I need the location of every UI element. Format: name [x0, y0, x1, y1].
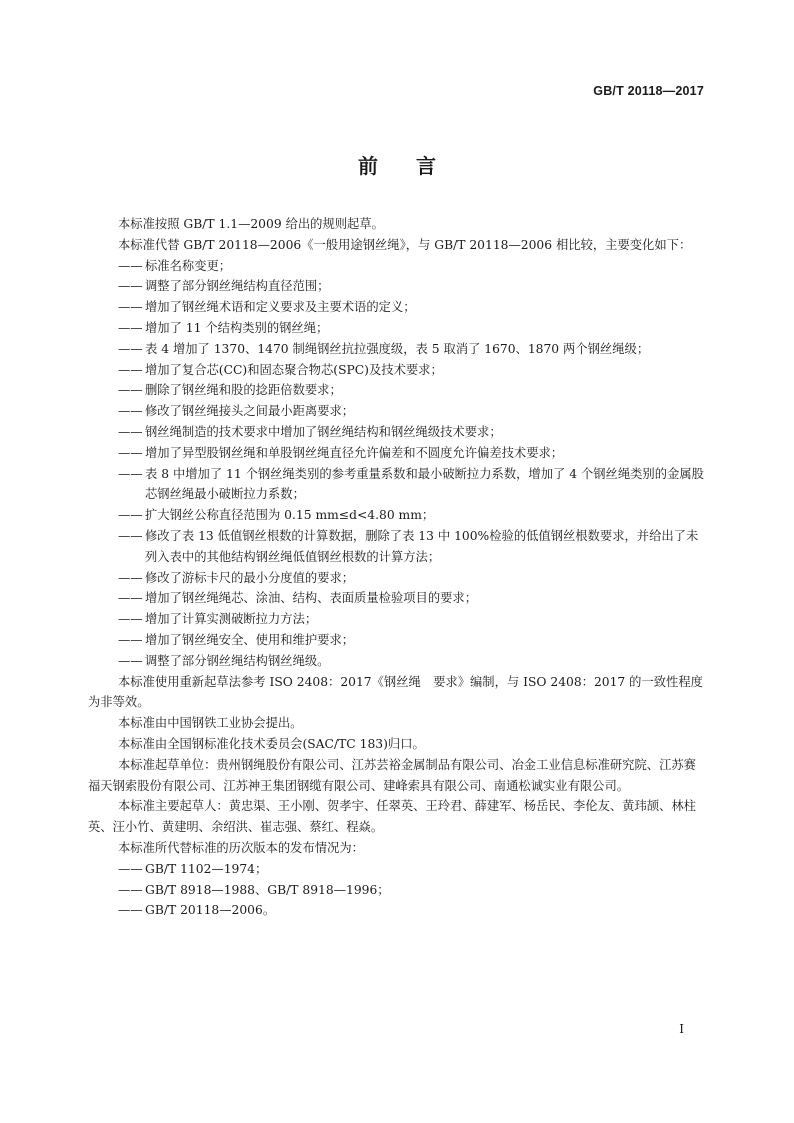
- change-item: [118, 630, 706, 651]
- dash-marker: ——: [118, 903, 143, 918]
- paragraph: 本标准所代替标准的历次版本的发布情况为：: [118, 840, 364, 855]
- change-item-text: 增加了 11 个结构类别的钢丝绳；: [145, 320, 329, 335]
- document-body: [88, 214, 706, 921]
- change-item-text: 标准名称变更；: [145, 258, 232, 273]
- changes-list: [118, 256, 706, 672]
- change-item-text: 增加了复合芯(CC)和固态聚合物芯(SPC)及技术要求；: [145, 362, 443, 377]
- change-item: [118, 360, 706, 381]
- history-item: [118, 900, 706, 921]
- history-list: [118, 859, 706, 921]
- paragraph: 本标准由中国钢铁工业协会提出。: [118, 716, 303, 731]
- dash-marker: ——: [118, 508, 143, 523]
- change-item-text: 删除了钢丝绳和股的捻距倍数要求；: [145, 383, 342, 398]
- change-item: [118, 318, 706, 339]
- dash-marker: ——: [118, 445, 143, 460]
- paragraph: 本标准按照 GB/T 1.1—2009 给出的规则起草。: [118, 217, 384, 231]
- dash-marker: ——: [118, 320, 143, 335]
- page-number: I: [679, 1022, 684, 1036]
- change-item: [118, 297, 706, 318]
- change-item: [118, 380, 706, 401]
- dash-marker: ——: [118, 341, 143, 356]
- change-item-text: 修改了钢丝绳接头之间最小距离要求；: [145, 404, 355, 419]
- history-item: [118, 859, 706, 880]
- dash-marker: ——: [118, 424, 143, 439]
- change-item: [118, 588, 706, 609]
- dash-marker: ——: [118, 882, 143, 897]
- history-item-text: GB/T 1102—1974；: [145, 861, 268, 876]
- history-item-text: GB/T 8918—1988、GB/T 8918—1996；: [145, 882, 390, 897]
- paragraph: 本标准使用重新起草法参考 ISO 2408：2017《钢丝绳 要求》编制，与 ISO 2408：2017 的一致性程度为非等效。: [88, 674, 703, 710]
- change-item: [118, 568, 706, 589]
- dash-marker: ——: [118, 279, 143, 294]
- paragraph: 本标准由全国钢标准化技术委员会(SAC/TC 183)归口。: [118, 736, 425, 751]
- standard-code: GB/T 20118—2017: [593, 84, 704, 98]
- change-item: [118, 651, 706, 672]
- page-title: 前言: [358, 154, 474, 178]
- change-item-text: 钢丝绳制造的技术要求中增加了钢丝绳结构和钢丝绳级技术要求；: [145, 424, 502, 439]
- dash-marker: ——: [118, 258, 143, 273]
- change-item-text: 增加了计算实测破断拉力方法；: [145, 612, 318, 627]
- change-item: [118, 609, 706, 630]
- dash-marker: ——: [118, 632, 143, 647]
- change-item-text: 调整了部分钢丝绳结构钢丝绳级。: [145, 653, 330, 668]
- dash-marker: ——: [118, 466, 143, 481]
- dash-marker: ——: [118, 528, 143, 543]
- change-item: [118, 505, 706, 526]
- change-item: [118, 401, 706, 422]
- change-item: [118, 464, 706, 506]
- change-item-text: 增加了钢丝绳术语和定义要求及主要术语的定义；: [145, 300, 416, 315]
- dash-marker: ——: [118, 861, 143, 876]
- dash-marker: ——: [118, 570, 143, 585]
- dash-marker: ——: [118, 383, 143, 398]
- paragraph: 本标准主要起草人：黄忠渠、王小刚、贺孝宇、任翠英、王玲君、薛建军、杨岳民、李伦友、黄玮颉、林柱英、汪小竹、黄建明、余绍洪、崔志强、蔡红、程焱。: [88, 799, 696, 835]
- change-item: [118, 256, 706, 277]
- change-item-text: 扩大钢丝公称直径范围为 0.15 mm≤d<4.80 mm；: [145, 508, 435, 523]
- change-item: [118, 443, 706, 464]
- change-item: [118, 526, 706, 568]
- change-item-text: 修改了游标卡尺的最小分度值的要求；: [145, 570, 355, 585]
- paragraph: 本标准代替 GB/T 20118—2006《一般用途钢丝绳》，与 GB/T 20118—2006 相比较，主要变化如下：: [118, 237, 692, 252]
- dash-marker: ——: [118, 591, 143, 606]
- dash-marker: ——: [118, 653, 143, 668]
- change-item-text: 增加了异型股钢丝绳和单股钢丝绳直径允许偏差和不圆度允许偏差技术要求；: [145, 445, 564, 460]
- history-item-text: GB/T 20118—2006。: [145, 903, 276, 918]
- history-item: [118, 880, 706, 901]
- change-item-text: 表 4 增加了 1370、1470 制绳钢丝抗拉强度级，表 5 取消了 1670、1870 两个钢丝绳级；: [145, 341, 650, 356]
- change-item-text: 调整了部分钢丝绳结构直径范围；: [145, 279, 330, 294]
- dash-marker: ——: [118, 404, 143, 419]
- change-item-text: 增加了钢丝绳绳芯、涂油、结构、表面质量检验项目的要求；: [145, 591, 478, 606]
- change-item-text: 增加了钢丝绳安全、使用和维护要求；: [145, 632, 355, 647]
- paragraph: 本标准起草单位：贵州钢绳股份有限公司、江苏芸裕金属制品有限公司、冶金工业信息标准研究院、江苏赛福天钢索股份有限公司、江苏神王集团钢缆有限公司、建峰索具有限公司、南通松诚实业有限公司。: [88, 757, 696, 793]
- change-item: [118, 422, 706, 443]
- dash-marker: ——: [118, 362, 143, 377]
- change-item-text: 修改了表 13 低值钢丝根数的计算数据，删除了表 13 中 100%检验的低值钢丝根数要求，并给出了未列入表中的其他结构钢丝绳低值钢丝根数的计算方法；: [145, 528, 699, 564]
- dash-marker: ——: [118, 300, 143, 315]
- change-item: [118, 339, 706, 360]
- dash-marker: ——: [118, 612, 143, 627]
- change-item: [118, 276, 706, 297]
- change-item-text: 表 8 中增加了 11 个钢丝绳类别的参考重量系数和最小破断拉力系数，增加了 4 个钢丝绳类别的金属股芯钢丝绳最小破断拉力系数；: [145, 466, 704, 502]
